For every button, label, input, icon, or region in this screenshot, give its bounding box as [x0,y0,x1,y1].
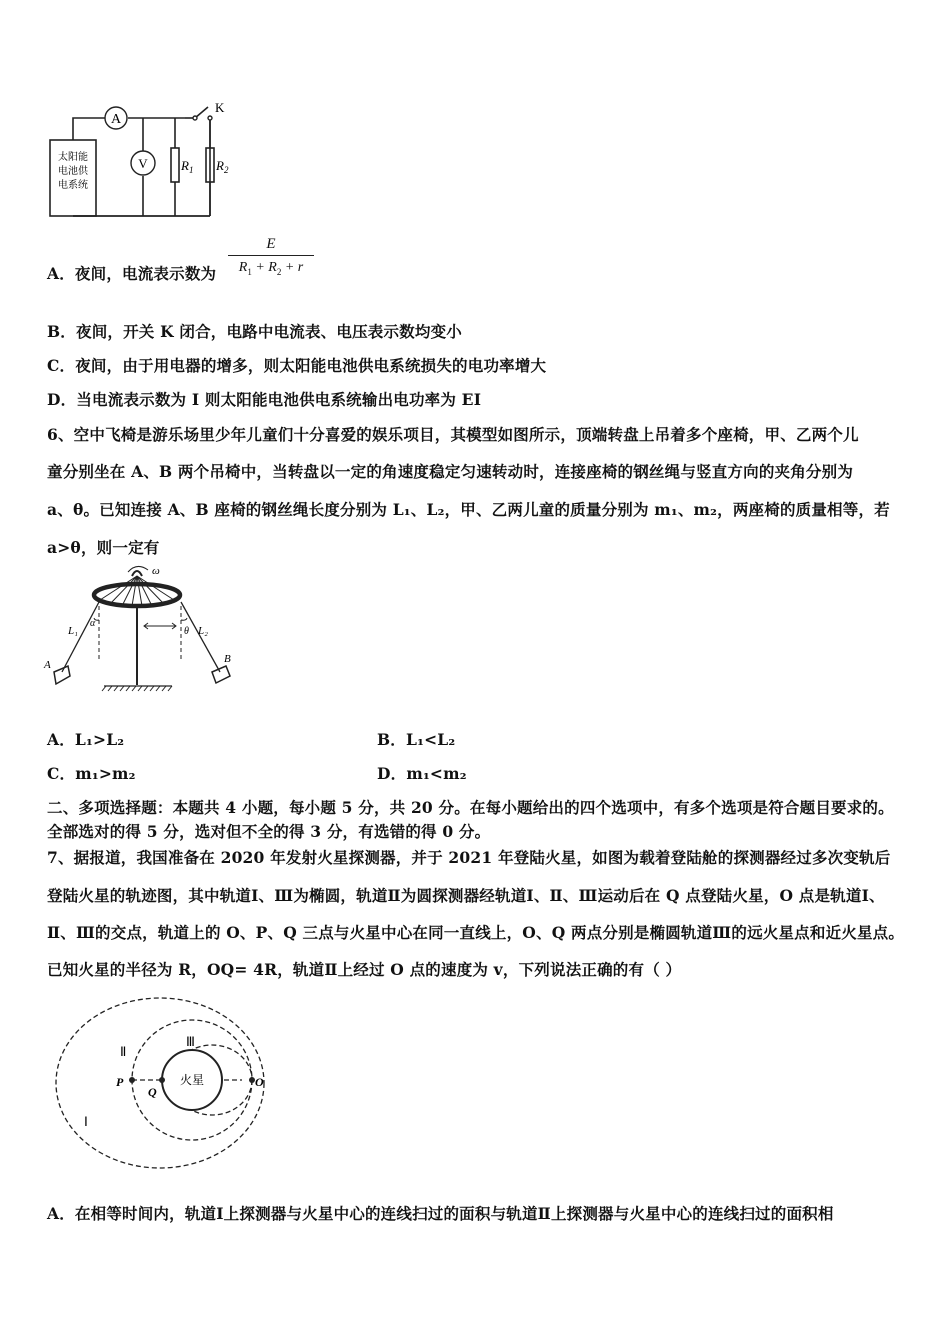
omega-label: ω [152,565,160,577]
q6-option-a: A．L₁>L₂ [47,730,125,749]
voltmeter-label: V [138,156,148,171]
q5-option-a: A．夜间，电流表示数为 [47,264,217,283]
r2-label: R [216,158,224,173]
q5-option-d: D．当电流表示数为 I 则太阳能电池供电系统输出电功率为 EI [47,390,482,409]
ammeter-label: A [110,112,122,127]
chair-a-label: A [44,659,51,671]
source-label-1: 太阳能 [58,152,88,163]
q7-option-a: A．在相等时间内，轨道Ⅰ上探测器与火星中心的连线扫过的面积与轨道Ⅱ上探测器与火星中心的连线扫过的面积相 [47,1204,834,1223]
q6-option-c: C．m₁>m₂ [47,764,136,783]
r1-label: R [181,158,189,173]
q7-line-2: 登陆火星的轨迹图，其中轨道Ⅰ、Ⅲ为椭圆，轨道Ⅱ为圆探测器经轨道Ⅰ、Ⅱ、Ⅲ运动后在 Q 点登陆火星，O 点是轨道Ⅰ、 [47,886,885,905]
chair-b-label: B [224,653,231,665]
orbit-1 [56,998,264,1168]
q7-line-1: 7、据报道，我国准备在 2020 年发射火星探测器，并于 2021 年登陆火星，如图为载着登陆舱的探测器经过多次变轨后 [47,848,891,867]
q5-option-c: C．夜间，由于用电器的增多，则太阳能电池供电系统损失的电功率增大 [47,356,547,375]
o-label: O [255,1075,264,1089]
mars-orbit-figure [50,990,290,1170]
orbit-3-label: Ⅲ [186,1034,195,1049]
q6-line-2: 童分别坐在 A、B 两个吊椅中，当转盘以一定的角速度稳定匀速转动时，连接座椅的钢丝绳与竖直方向的夹角分别为 [47,462,854,481]
source-label-2: 电池供 [58,166,88,177]
formula-denominator: $R_1 + R_2 + r$ [238,260,304,277]
q6-line-1: 6、空中飞椅是游乐场里少年儿童们十分喜爱的娱乐项目，其模型如图所示，顶端转盘上吊着多个座椅，甲、乙两个儿 [47,425,859,444]
source-label-3: 电系统 [58,180,88,191]
theta-label: θ [184,626,189,637]
section2-line-2: 全部选对的得 5 分，选对但不全的得 3 分，有选错的得 0 分。 [47,822,491,841]
l1-label: L₁ [68,625,78,637]
q6-line-3: a、θ。已知连接 A、B 座椅的钢丝绳长度分别为 L₁、L₂，甲、乙两儿童的质量分别为 m₁、m₂，两座椅的质量相等，若 [47,500,890,519]
flying-chair-figure [40,562,250,697]
mars-label: 火星 [179,1073,205,1087]
section2-line-1: 二、多项选择题：本题共 4 小题，每小题 5 分，共 20 分。在每小题给出的四个选项中，有多个选项是符合题目要求的。 [47,798,894,817]
p-label: P [116,1075,124,1089]
orbit-1-label: Ⅰ [84,1114,88,1129]
circuit-wires [40,98,250,223]
q7-line-4: 已知火星的半径为 R，OQ= 4R，轨道Ⅱ上经过 O 点的速度为 v，下列说法正确的有（ ） [47,960,682,979]
q-label: Q [148,1085,157,1099]
q6-line-4: a>θ，则一定有 [47,538,160,557]
r1-subscript: 1 [188,165,194,175]
r2-subscript: 2 [223,165,229,175]
q7-line-3: Ⅱ、Ⅲ的交点，轨道上的 O、P、Q 三点与火星中心在同一直线上，O、Q 两点分别是椭圆轨道Ⅲ的远火星点和近火星点。 [47,923,905,942]
orbit-2-label: Ⅱ [120,1044,127,1059]
current-formula [228,236,314,277]
alpha-label: α [90,618,96,629]
switch-label: K [215,100,225,115]
q5-option-b: B．夜间，开关 K 闭合，电路中电流表、电压表示数均变小 [47,322,462,341]
q6-option-b: B．L₁<L₂ [377,730,456,749]
l2-label: L₂ [198,625,208,637]
q6-option-d: D．m₁<m₂ [377,764,467,783]
formula-numerator: E [228,236,314,256]
